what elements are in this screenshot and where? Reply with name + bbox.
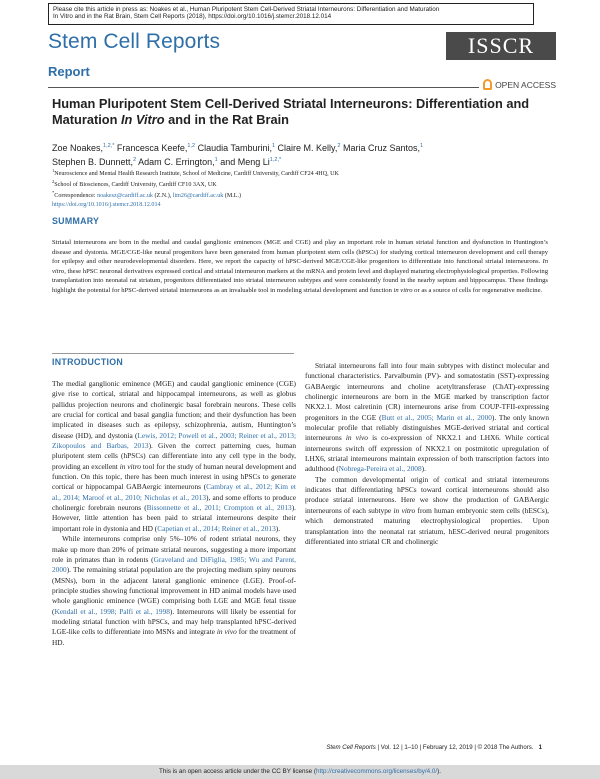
intro-paragraph-1: The medial ganglionic eminence (MGE) and caudal ganglionic eminence (CGE) give rise to cortical, striatal and hippocampal interneurons, as well as globus pallidus projection neurons and cholinergic basal forebrain neurons. These cells are crucial for cortical and basal ganglia function; and their dysfunction has been implicated in diseases such as epilepsy, schizophrenia, autism, Huntington’s disease (HD), and dystonia (Lewis, 2012; Powell et al., 2003; Reiner et al., 2013; Zikopoulos and Barbas, 2013). Given the correct patterning cues, human pluripotent stem cells (hPSCs) can differentiate into any cell type in the body, providing an excellent in vitro tool for the study of human neural development and function. On this topic, there has been much interest in using hPSCs to generate cortical or hippocampal GABAergic interneurons (Cambray et al., 2012; Kim et al., 2014; Maroof et al., 2010; Nicholas et al., 2013), and some efforts to produce cholinergic forebrain neurons (Bissonnette et al., 2011; Crompton et al., 2013). However, little attention has been paid to striatal interneurons despite their important role in dystonia and HD (Capetian et al., 2014; Reiner et al., 2013). [52, 379, 297, 533]
open-lock-icon [483, 79, 492, 90]
summary-heading: SUMMARY [52, 216, 100, 226]
citation-line-1: Please cite this article in press as: Noakes et al., Human Pluripotent Stem Cell-Derived Striatal Interneurons: Differentiation and Maturation [53, 6, 440, 13]
author: Maria Cruz Santos,$^1$ [342, 143, 424, 153]
correspondence: *Correspondence: noakesz@cardiff.ac.uk (Z.N.), lim26@cardiff.ac.uk (M.L.) [52, 190, 242, 200]
citation-link[interactable]: Lewis, 2012; Powell et al., 2003; Reiner et al., 2013; Zikopoulos and Barbas, 2013 [52, 430, 296, 451]
intro-paragraph-3: Striatal interneurons fall into four main subtypes with distinct molecular and functional characteristics. Parvalbumin (PV)- and somatostatin (SST)-expressing GABAergic interneurons and choline acetyltransferase (ChAT)-expressing cholinergic interneurons are born in the MGE marked by transcription factor NKX2.1. Most calretinin (CR) interneurons arise from COUP-TFII-expressing progenitors in the CGE (Butt et al., 2005; Marin et al., 2000). The only known molecular profile that reliably distinguishes MGE-derived striatal and cortical interneurons in vivo is co-expression of NKX2.1 and LHX6. While cortical interneurons switch off expression of NKX2.1 on postmitotic upregulation of LHX6, striatal interneurons maintain expression of both transcription factors into adulthood (Nobrega-Pereira et al., 2008). [305, 361, 550, 474]
doi-link[interactable]: https://doi.org/10.1016/j.stemcr.2018.12.014 [52, 201, 161, 208]
author: and Meng $Li^{1,2,*}$ [220, 157, 282, 167]
page-footer: Stem Cell Reports | Vol. 12 | 1–10 | February 12, 2019 | © 2018 The Authors. 1 [326, 744, 542, 751]
author-list [52, 140, 522, 168]
citation-link[interactable]: Capetian et al., 2014; Reiner et al., 2013 [157, 523, 276, 533]
author: Zoe Noakes,$^{1,2,*}$ [52, 143, 115, 153]
isscr-logo: ISSCR [446, 32, 556, 60]
journal-header [48, 30, 556, 86]
title-italic: In Vitro [120, 112, 165, 127]
email-link-2[interactable]: lim26@cardiff.ac.uk [172, 193, 224, 200]
citation-link[interactable]: Butt et al., 2005; Marin et al., 2000 [381, 412, 492, 422]
citation-link[interactable]: Nobrega-Pereira et al., 2008 [338, 464, 422, 474]
intro-paragraph-2: While interneurons comprise only 5%–10% of rodent striatal neurons, they make up more than 20% of primate striatal neurons, suggesting a more important role in primates than in rodents (Graveland and DiFiglia, 1985; Wu and Parent, 2000). The remaining striatal population are the projecting medium spiny neurons (MSNs), born in the adjacent lateral ganglionic eminence (LGE). Proof-of-principle studies showing functional improvement in HD animal models have used whole ganglionic eminence (WGE) comprising both LGE and MGE fetal tissue (Kendall et al., 1998; Palfi et al., 1998). Interneurons will likely be essential for modeling striatal function with hPSCs, and may help transplanted hPSC-derived LGE-like cells to differentiate into MSNs and integrate in vivo for the treatment of HD. [52, 534, 297, 647]
affiliation-2: $^2$School of Biosciences, Cardiff University, Cardiff CF10 3AX, UK [52, 179, 217, 189]
open-access-badge [479, 79, 556, 90]
citation-notice [48, 3, 534, 25]
email-link-1[interactable]: noakesz@cardiff.ac.uk [97, 193, 153, 200]
journal-name: Stem Cell Reports [48, 30, 221, 53]
title-part-1: Human Pluripotent Stem Cell-Derived Striatal Interneurons: Differentiation and Maturation [52, 96, 530, 127]
affiliation-1: $^1$Neuroscience and Mental Health Research Institute, School of Medicine, Cardiff University, Cardiff CF24 4HQ, UK [52, 168, 339, 178]
license-bar: This is an open access article under the CC BY license (http://creativecommons.org/licenses/by/4.0/). [0, 765, 600, 779]
title-part-2: and in the Rat Brain [164, 112, 290, 127]
left-column [52, 379, 296, 648]
introduction-heading: INTRODUCTION [52, 357, 124, 367]
author: Claudia Tamburini,$^1$ [197, 143, 276, 153]
citation-link[interactable]: Cambray et al., 2012; Kim et al., 2014; Maroof et al., 2010; Nicholas et al., 2013 [52, 482, 296, 502]
citation-link[interactable]: Kendall et al., 1998; Palfi et al., 1998 [54, 606, 170, 616]
affiliations [52, 167, 542, 209]
summary-text: Striatal interneurons are born in the medial and caudal ganglionic eminences (MGE and CGE) and play an important role in human striatal function and dysfunction in Huntington’s disease and dystonia. MGE/CGE-like neural progenitors have been generated from human pluripotent stem cells (hPSCs) for studying cortical interneuron development and cell therapy for epilepsy and other neurodevelopmental disorders. Here, we report the capacity of hPSC-derived MGE/CGE-like progenitors to differentiate into functional striatal interneurons. In vitro, these hPSC neuronal derivatives expressed cortical and striatal interneuron markers at the mRNA and protein level and displayed maturing electrophysiological properties. Following transplantation into neonatal rat striatum, progenitors differentiated into striatal interneuron subtypes and were consistently found in the nearby septum and hippocampus. These findings highlight the potential for hPSC-derived striatal interneurons as an invaluable tool in modeling striatal development and function in vitro or as a source of cells for regenerative medicine. [52, 239, 548, 294]
author: Claire M. Kelly,$^2$ [277, 143, 341, 153]
license-link[interactable]: http://creativecommons.org/licenses/by/4.0/ [316, 768, 438, 775]
author: Adam C. Errington,$^1$ [138, 157, 218, 167]
header-rule [48, 87, 510, 88]
intro-paragraph-4: The common developmental origin of cortical and striatal interneurons indicates that differentiating hPSCs toward cortical interneurons should also produce striatal interneurons. Here we show the production of GABAergic interneurons of each subtype in vitro from human embryonic stem cells (hESCs), which demonstrated maturing electrophysiological properties. Upon transplantation into the neonatal rat striatum, hESC-derived neural progenitors differentiated into striatal CR and cholinergic [305, 474, 549, 546]
citation-link[interactable]: Bissonnette et al., 2011; Crompton et al., 2013 [146, 503, 292, 513]
column-rule [52, 353, 294, 354]
right-column [305, 361, 549, 547]
citation-link[interactable]: Graveland and DiFiglia, 1985; Wu and Parent, 2000 [52, 554, 297, 575]
article-type: Report [48, 64, 90, 79]
citation-line-2: In Vitro and in the Rat Brain, Stem Cell Reports (2018), https://doi.org/10.1016/j.stemcr.2018.12.014 [53, 13, 332, 21]
author: Francesca Keefe,$^{1,2}$ [116, 143, 196, 153]
open-access-label: OPEN ACCESS [495, 80, 556, 90]
page-number: 1 [538, 744, 542, 751]
author: Stephen B. Dunnett,$^2$ [52, 157, 137, 167]
article-title [52, 96, 552, 128]
